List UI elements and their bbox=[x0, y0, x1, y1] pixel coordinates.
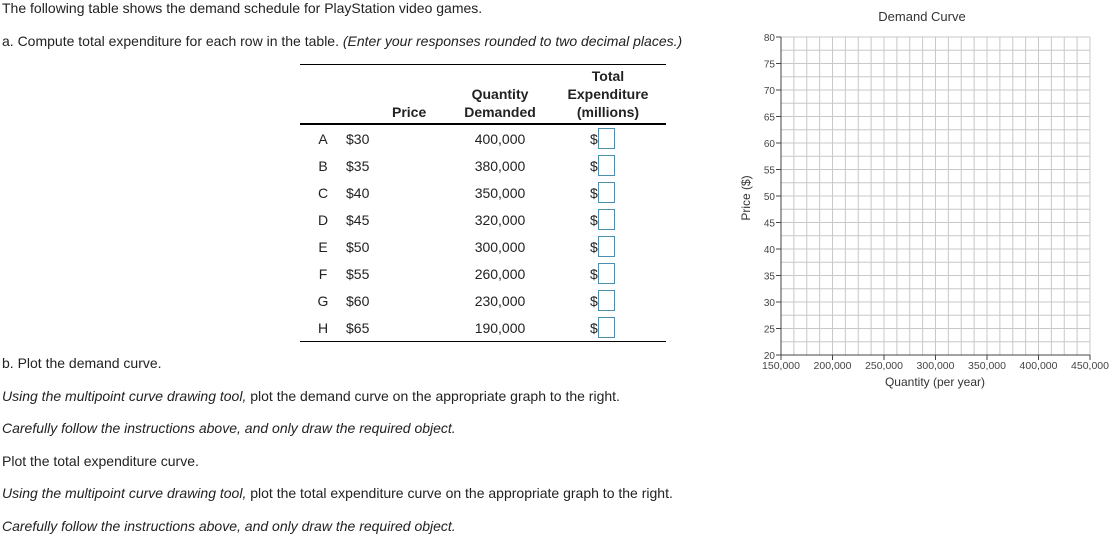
table-row bbox=[300, 260, 666, 287]
y-tick-label: 55 bbox=[763, 165, 775, 177]
row-quantity: 260,000 bbox=[474, 265, 526, 282]
y-tick-label: 40 bbox=[763, 245, 775, 256]
row-expenditure-cell bbox=[550, 179, 666, 206]
row-label: B bbox=[318, 157, 328, 174]
plot-expenditure-prompt: Plot the total expenditure curve. bbox=[2, 453, 199, 469]
y-tick-label: 75 bbox=[763, 59, 775, 71]
part-b-prompt: b. Plot the demand curve. bbox=[2, 355, 162, 371]
instruction-expenditure-rest: plot the total expenditure curve on the appropriate graph to the right. bbox=[246, 485, 673, 501]
row-expenditure-cell bbox=[550, 287, 666, 314]
intro-text: The following table shows the demand schedule for PlayStation video games. bbox=[2, 0, 483, 16]
row-price: $55 bbox=[346, 265, 370, 282]
row-expenditure-cell bbox=[550, 152, 666, 179]
graph-title: Demand Curve bbox=[878, 9, 966, 24]
y-tick-label: 25 bbox=[763, 324, 775, 336]
table-row bbox=[300, 124, 666, 152]
demand-curve-graph[interactable] bbox=[739, 0, 1115, 400]
dollar-sign: $ bbox=[590, 130, 598, 147]
expenditure-input[interactable] bbox=[598, 128, 615, 149]
y-axis-label: Price ($) bbox=[739, 175, 753, 221]
x-tick-label: 400,000 bbox=[1019, 360, 1058, 372]
row-label: G bbox=[317, 292, 329, 309]
y-tick-label: 70 bbox=[763, 86, 775, 97]
x-tick-label: 150,000 bbox=[762, 360, 800, 372]
table-row bbox=[300, 314, 666, 342]
row-label: C bbox=[317, 184, 329, 201]
dollar-sign: $ bbox=[590, 157, 598, 174]
careful-note-2: Carefully follow the instructions above, and only draw the required object. bbox=[2, 518, 456, 534]
table-row bbox=[300, 179, 666, 206]
y-tick-label: 65 bbox=[763, 112, 775, 124]
row-quantity: 320,000 bbox=[474, 211, 526, 228]
expenditure-input[interactable] bbox=[598, 290, 615, 311]
x-tick-labels bbox=[762, 355, 1109, 372]
header-expenditure-line3: (millions) bbox=[576, 104, 640, 120]
y-tick-label: 50 bbox=[763, 192, 775, 203]
row-expenditure-cell bbox=[550, 314, 666, 342]
x-tick-label: 450,000 bbox=[1071, 360, 1109, 372]
table-header-row bbox=[300, 65, 666, 125]
row-expenditure-cell bbox=[550, 260, 666, 287]
part-a-hint: (Enter your responses rounded to two decimal places.) bbox=[342, 33, 683, 49]
row-quantity: 350,000 bbox=[474, 184, 526, 201]
instruction-demand-rest: plot the demand curve on the appropriate graph to the right. bbox=[246, 388, 620, 404]
row-price: $60 bbox=[346, 292, 370, 309]
row-quantity: 300,000 bbox=[474, 238, 526, 255]
instruction-expenditure bbox=[2, 485, 673, 501]
dollar-sign: $ bbox=[590, 211, 598, 228]
row-label: F bbox=[318, 265, 328, 282]
expenditure-input[interactable] bbox=[598, 263, 615, 284]
expenditure-input[interactable] bbox=[598, 209, 615, 230]
x-tick-label: 350,000 bbox=[968, 360, 1006, 372]
header-quantity-line2: Demanded bbox=[464, 104, 536, 120]
row-label: D bbox=[317, 211, 329, 228]
x-tick-label: 200,000 bbox=[813, 360, 852, 372]
part-a-prompt bbox=[2, 33, 682, 49]
table-row bbox=[300, 233, 666, 260]
row-label: A bbox=[318, 130, 328, 147]
y-tick-label: 30 bbox=[763, 298, 775, 309]
header-blank bbox=[300, 65, 346, 125]
header-expenditure-line2: Expenditure bbox=[567, 86, 649, 102]
y-tick-label: 45 bbox=[763, 218, 775, 230]
y-tick-labels bbox=[764, 33, 781, 362]
dollar-sign: $ bbox=[590, 265, 598, 282]
careful-note-1: Carefully follow the instructions above, and only draw the required object. bbox=[2, 420, 456, 436]
y-tick-label: 80 bbox=[763, 33, 775, 44]
row-expenditure-cell bbox=[550, 124, 666, 152]
row-expenditure-cell bbox=[550, 233, 666, 260]
expenditure-input[interactable] bbox=[598, 155, 615, 176]
y-tick-label: 35 bbox=[763, 271, 775, 283]
expenditure-input[interactable] bbox=[598, 236, 615, 257]
dollar-sign: $ bbox=[590, 319, 598, 336]
y-tick-label: 20 bbox=[763, 351, 775, 362]
plot-grid bbox=[781, 37, 1090, 355]
header-price bbox=[346, 65, 450, 125]
row-price: $35 bbox=[346, 157, 370, 174]
header-expenditure bbox=[550, 65, 666, 125]
demand-schedule-table bbox=[300, 64, 666, 342]
dollar-sign: $ bbox=[590, 238, 598, 255]
row-label: H bbox=[317, 319, 329, 336]
table-row bbox=[300, 206, 666, 233]
row-quantity: 400,000 bbox=[474, 130, 526, 147]
row-price: $65 bbox=[346, 319, 370, 336]
table-row bbox=[300, 152, 666, 179]
row-price: $50 bbox=[346, 238, 370, 255]
header-quantity bbox=[450, 65, 550, 125]
row-quantity: 190,000 bbox=[474, 319, 526, 336]
row-price: $40 bbox=[346, 184, 370, 201]
row-expenditure-cell bbox=[550, 206, 666, 233]
header-quantity-line1: Quantity bbox=[471, 86, 529, 102]
row-price: $30 bbox=[346, 130, 370, 147]
expenditure-input[interactable] bbox=[598, 182, 615, 203]
y-tick-label: 60 bbox=[763, 139, 775, 150]
x-tick-label: 300,000 bbox=[916, 360, 955, 372]
expenditure-input[interactable] bbox=[598, 317, 615, 338]
table-row bbox=[300, 287, 666, 314]
instruction-demand-prefix: Using the multipoint curve drawing tool, bbox=[2, 388, 247, 404]
row-quantity: 230,000 bbox=[474, 292, 526, 309]
x-axis-label: Quantity (per year) bbox=[884, 375, 986, 389]
instruction-demand bbox=[2, 388, 620, 404]
header-expenditure-line1: Total bbox=[591, 68, 625, 84]
header-price-label: Price bbox=[392, 104, 427, 120]
dollar-sign: $ bbox=[590, 184, 598, 201]
row-quantity: 380,000 bbox=[474, 157, 526, 174]
row-price: $45 bbox=[346, 211, 370, 228]
part-a-prompt-text: a. Compute total expenditure for each row in the table. bbox=[2, 33, 339, 49]
x-tick-label: 250,000 bbox=[865, 360, 903, 372]
instruction-expenditure-prefix: Using the multipoint curve drawing tool, bbox=[2, 485, 247, 501]
dollar-sign: $ bbox=[590, 292, 598, 309]
row-label: E bbox=[318, 238, 328, 255]
